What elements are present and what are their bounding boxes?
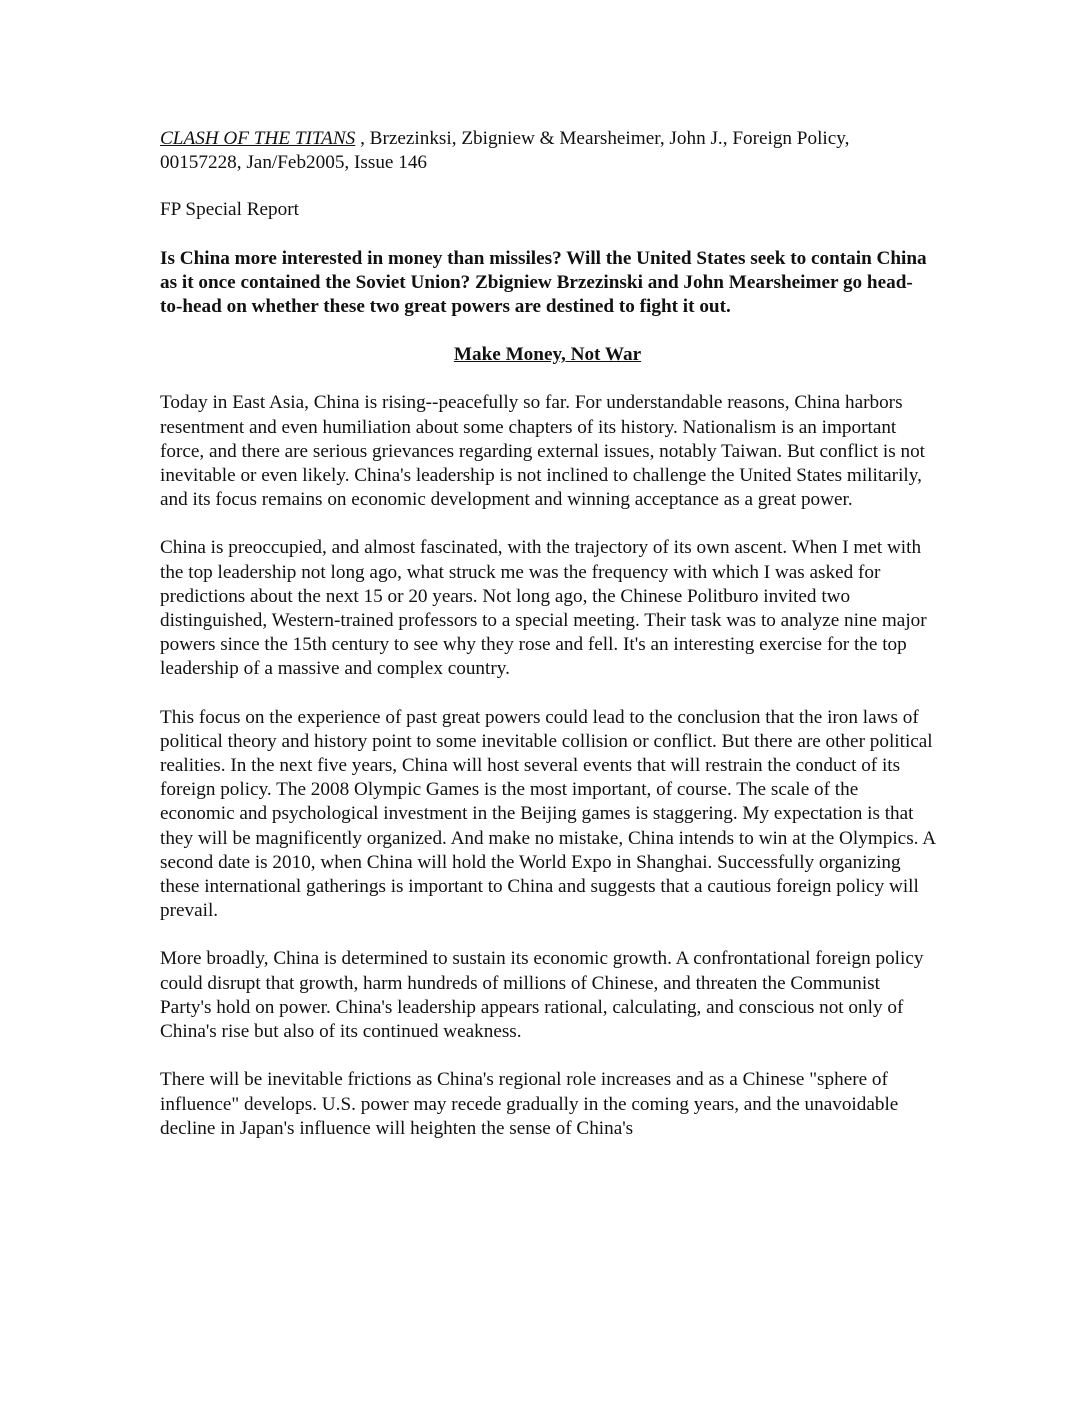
- body-paragraph-3: This focus on the experience of past great powers could lead to the conclusion that the iron laws of political theory and history point to some inevitable collision or conflict. But there are other political realities. In the next five years, China will host several events that will restrain the conduct of its foreign policy. The 2008 Olympic Games is the most important, of course. The scale of the economic and psychological investment in the Beijing games is staggering. My expectation is that they will be magnificently organized. And make no mistake, China intends to win at the Olympics. A second date is 2010, when China will hold the World Expo in Shanghai. Successfully organizing these international gatherings is important to China and suggests that a cautious foreign policy will prevail.: [160, 706, 936, 922]
- citation-details: , Brzezinksi, Zbigniew & Mearsheimer, John J., Foreign Policy, 00157228, Jan/Feb2005, Issue 146: [160, 128, 850, 174]
- body-paragraph-4: More broadly, China is determined to sustain its economic growth. A confrontational foreign policy could disrupt that growth, harm hundreds of millions of Chinese, and threaten the Communist Party's hold on power. China's leadership appears rational, calculating, and conscious not only of China's rise but also of its continued weakness.: [160, 948, 924, 1043]
- citation: [160, 127, 935, 175]
- body-paragraph-2: China is preoccupied, and almost fascinated, with the trajectory of its own ascent. When I met with the top leadership not long ago, what struck me was the frequency with which I was asked for predictions about the next 15 or 20 years. Not long ago, the Chinese Politburo invited two distinguished, Western-trained professors to a special meeting. Their task was to analyze nine major powers since the 15th century to see why they rose and fell. It's an interesting exercise for the top leadership of a massive and complex country.: [160, 537, 927, 680]
- section-heading: Make Money, Not War: [453, 344, 642, 366]
- body-paragraph-5: There will be inevitable frictions as China's regional role increases and as a Chinese "sphere of influence" develops. U.S. power may recede gradually in the coming years, and the unavoidable decline in Japan's influence will heighten the sense of China's: [160, 1069, 899, 1139]
- lead-paragraph: Is China more interested in money than missiles? Will the United States seek to contain China as it once contained the Soviet Union? Zbigniew Brzezinski and John Mearsheimer go head-to-head on whether these two great powers are destined to fight it out.: [160, 247, 927, 318]
- report-label: FP Special Report: [160, 199, 299, 221]
- article-title-link[interactable]: CLASH OF THE TITANS: [160, 128, 356, 149]
- body-paragraph-1: Today in East Asia, China is rising--peacefully so far. For understandable reasons, China harbors resentment and even humiliation about some chapters of its history. Nationalism is an important force, and there are serious grievances regarding external issues, notably Taiwan. But conflict is not inevitable or even likely. China's leadership is not inclined to challenge the United States militarily, and its focus remains on economic development and winning acceptance as a great power.: [160, 392, 926, 511]
- document-body: [160, 127, 935, 1141]
